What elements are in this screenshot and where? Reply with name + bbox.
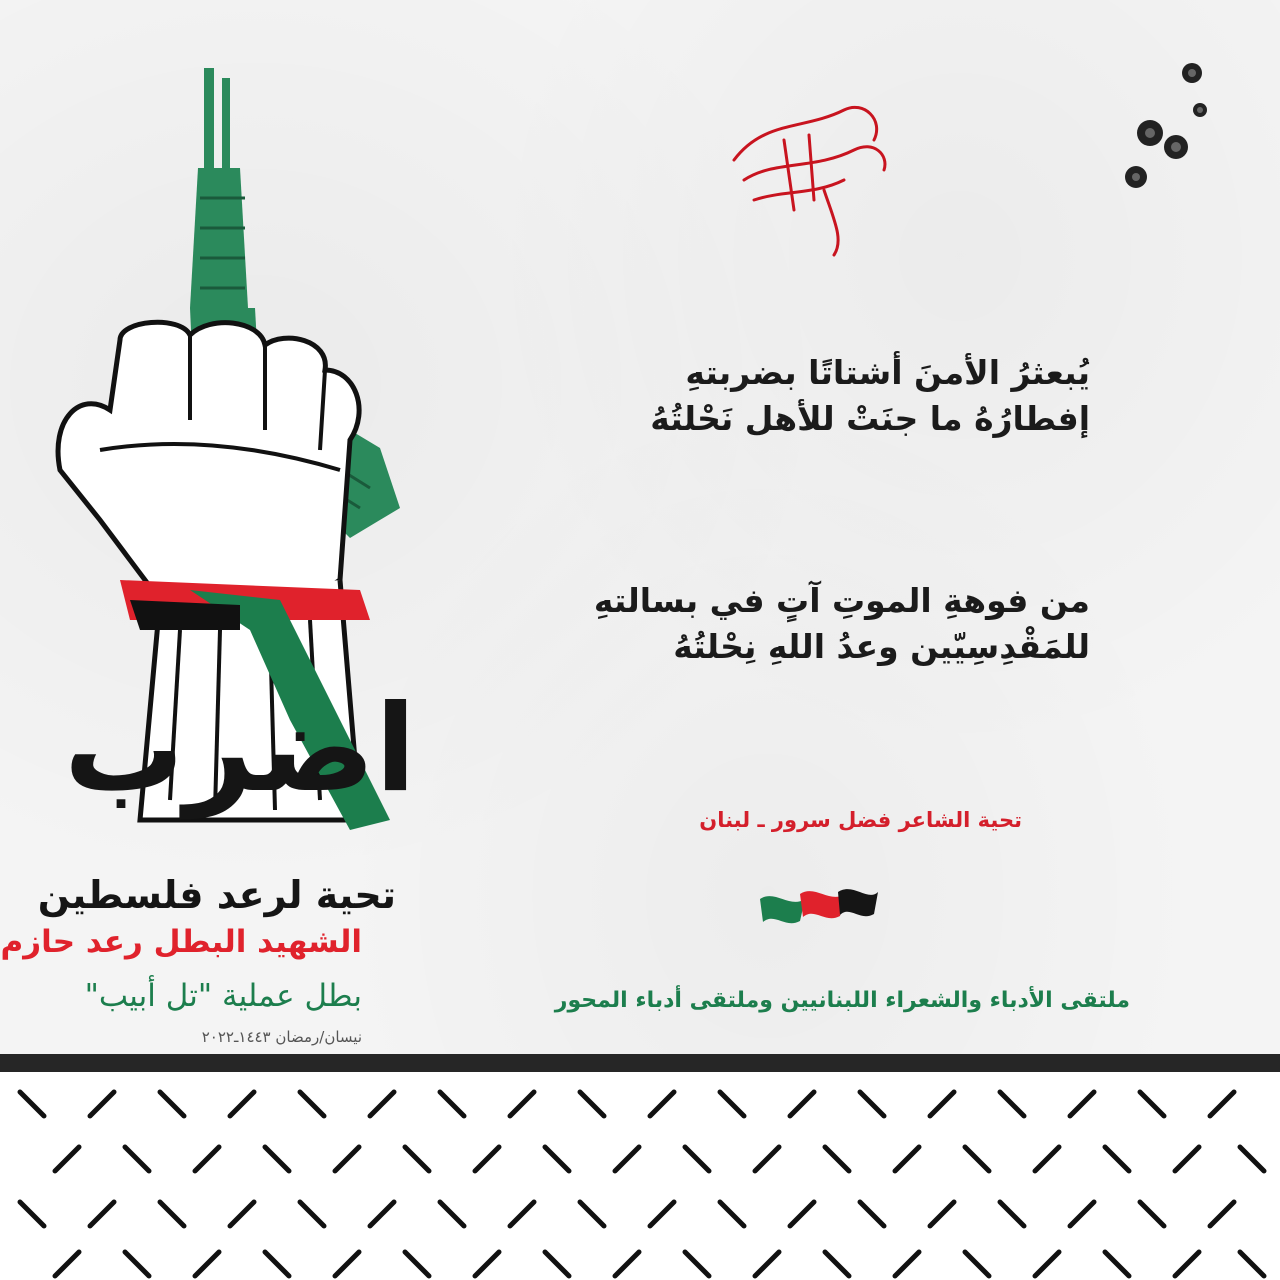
bullet-pattern (0, 1072, 1280, 1280)
tribute-title: تحية لرعد فلسطين (37, 873, 396, 917)
martyr-name: الشهيد البطل رعد حازم (0, 924, 362, 960)
poem (450, 350, 1090, 670)
poem-line: للمَقْدِسِيّين وعدُ اللهِ نِحْلتُهُ (673, 627, 1090, 666)
poem-line: من فوهةِ الموتِ آتٍ في بسالتهِ (593, 581, 1090, 620)
poem-line: يُبعثرُ الأمنَ أشتاتًا بضربتهِ (685, 353, 1090, 392)
flags-icon (760, 884, 880, 926)
pattern-top-bar (0, 1054, 1280, 1072)
poet-credit: تحية الشاعر فضل سرور ـ لبنان (699, 808, 1022, 832)
calligraphy-logo (724, 100, 904, 260)
strike-word: اضرب (63, 680, 417, 819)
forum-credit: ملتقى الأدباء والشعراء اللبنانيين وملتقى أدباء المحور (554, 988, 1130, 1013)
operation-label: بطل عملية "تل أبيب" (84, 978, 362, 1014)
date-label: نيسان/رمضان ١٤٤٣ـ٢٠٢٢ (201, 1028, 362, 1046)
bullet-holes-icon (1110, 55, 1220, 195)
poem-line: إفطارُهُ ما جنَتْ للأهل نَحْلتُهُ (650, 399, 1090, 438)
